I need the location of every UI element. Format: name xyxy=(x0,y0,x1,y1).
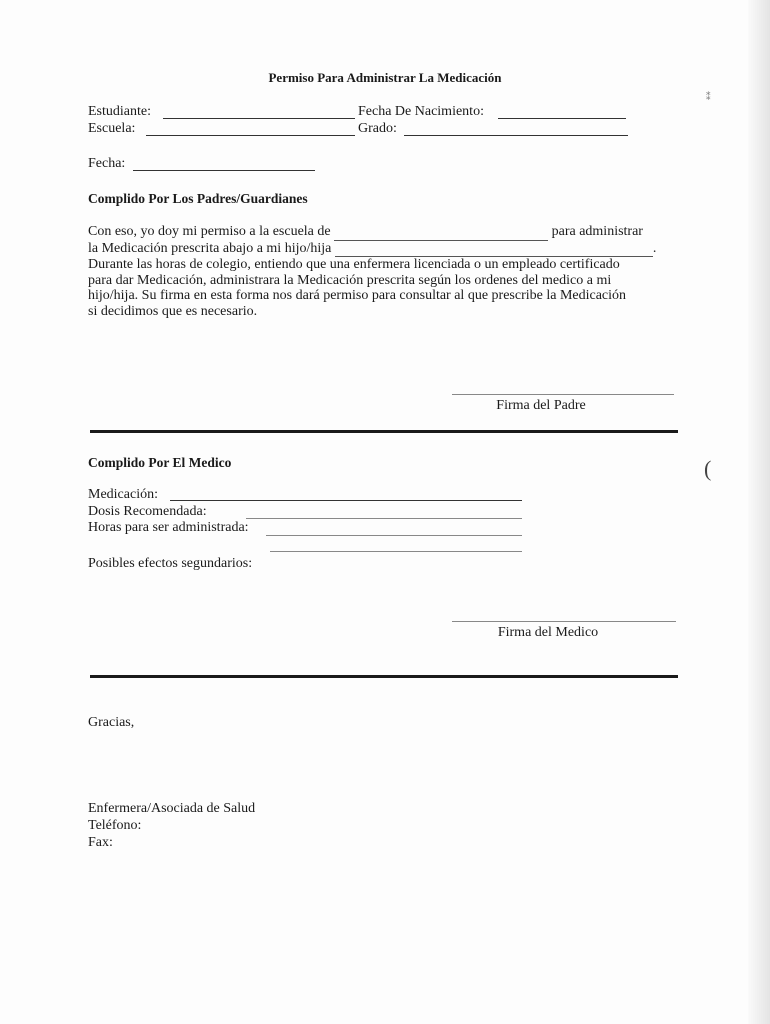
date-label: Fecha: xyxy=(88,156,126,171)
school-field[interactable] xyxy=(146,135,355,136)
grade-label: Grado: xyxy=(358,121,397,136)
birthdate-field[interactable] xyxy=(498,118,626,119)
medication-field[interactable] xyxy=(170,500,522,501)
parent-signature-field[interactable] xyxy=(452,394,674,395)
fax-label: Fax: xyxy=(88,835,113,850)
school-name-field[interactable] xyxy=(334,224,548,241)
birthdate-label: Fecha De Nacimiento: xyxy=(358,104,484,119)
parent-signature-label: Firma del Padre xyxy=(496,398,586,413)
consent-line-3: Durante las horas de colegio, entiendo que una enfermera licenciada o un empleado certificado xyxy=(88,257,620,273)
nurse-label: Enfermera/Asociada de Salud xyxy=(88,801,256,816)
consent-line-2-start: la Medicación prescrita abajo a mi hijo/hija xyxy=(88,240,332,256)
doctor-signature-label: Firma del Medico xyxy=(497,625,599,640)
medication-label: Medicación: xyxy=(88,487,158,502)
student-field[interactable] xyxy=(163,118,355,119)
section-divider-2 xyxy=(90,675,678,678)
school-label: Escuela: xyxy=(88,121,136,136)
consent-line-5: hijo/hija. Su firma en esta forma nos dará permiso para consultar al que prescribe la Medicación xyxy=(88,288,627,304)
dose-label: Dosis Recomendada: xyxy=(88,504,207,519)
side-effects-label: Posibles efectos segundarios: xyxy=(88,556,253,571)
student-label: Estudiante: xyxy=(88,104,151,119)
hours-label: Horas para ser administrada: xyxy=(88,520,249,535)
hours-field[interactable] xyxy=(266,535,522,536)
thanks-text: Gracias, xyxy=(88,715,135,730)
scan-shadow-edge xyxy=(748,0,770,1024)
date-field[interactable] xyxy=(133,170,315,171)
dose-field[interactable] xyxy=(246,518,522,519)
consent-line-6: si decidimos que es necesario. xyxy=(88,303,258,319)
parents-consent-paragraph xyxy=(88,224,678,320)
hours-field-extra-line[interactable] xyxy=(270,551,522,552)
consent-line-1-end: para administrar xyxy=(551,224,643,239)
grade-field[interactable] xyxy=(404,135,628,136)
scan-speck: ⁑ xyxy=(706,92,711,102)
parents-section-heading: Complido Por Los Padres/Guardianes xyxy=(88,191,308,206)
phone-label: Teléfono: xyxy=(88,818,142,833)
section-divider-1 xyxy=(90,430,678,433)
consent-line-1-start: Con eso, yo doy mi permiso a la escuela de xyxy=(88,224,331,239)
child-name-field[interactable] xyxy=(335,241,653,258)
doctor-section-heading: Complido Por El Medico xyxy=(88,455,232,470)
scan-mark: ( xyxy=(704,456,712,481)
consent-line-2-end: . xyxy=(652,240,657,256)
consent-line-4: para dar Medicación, administrara la Medicación prescrita según los ordenes del medico a mi xyxy=(88,272,612,288)
doctor-signature-field[interactable] xyxy=(452,621,676,622)
document-title: Permiso Para Administrar La Medicación xyxy=(268,70,502,85)
